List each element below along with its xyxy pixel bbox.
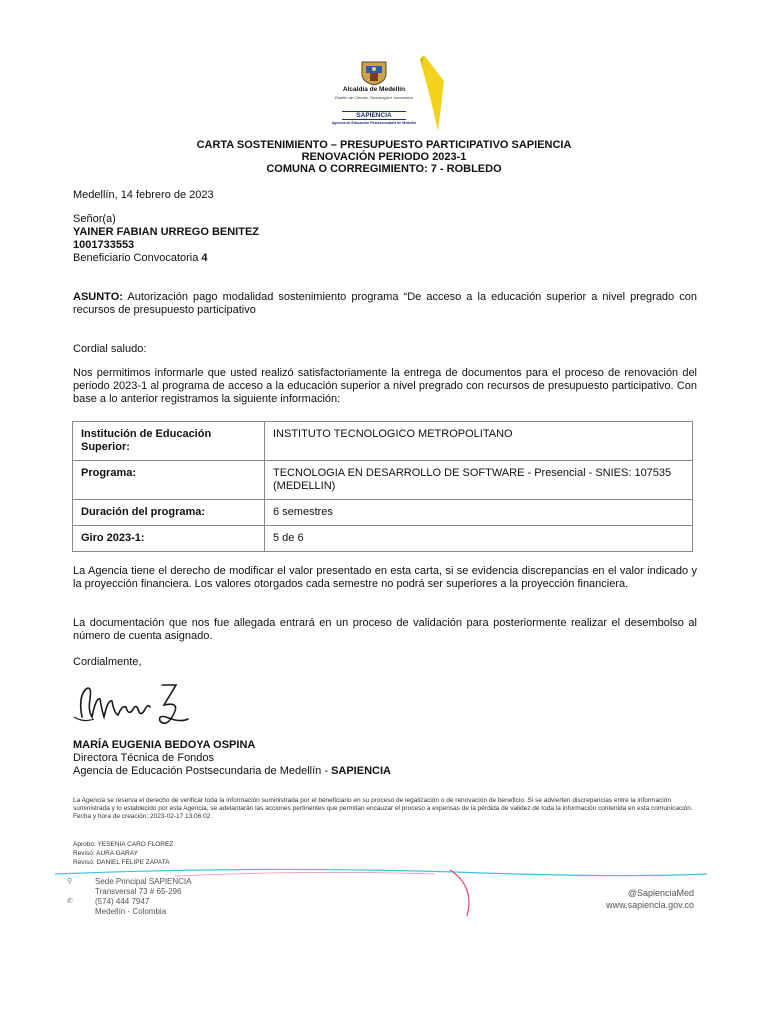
- recipient-salutation: Señor(a): [73, 213, 116, 225]
- footer-office: Sede Principal SAPIENCIA: [95, 877, 192, 886]
- approval-line: Revisó: DANIEL FELIPE ZAPATA: [73, 859, 170, 866]
- convocatoria-number: 4: [201, 252, 208, 264]
- table-value: 6 semestres: [265, 500, 693, 526]
- footer-contact: [598, 887, 694, 911]
- letter-title: [0, 139, 768, 175]
- footer-phone: (574) 444 7947: [95, 897, 150, 906]
- modification-paragraph: La Agencia tiene el derecho de modificar el valor presentado en esta carta, si se evidencia discrepancias en el valor indicado y la proyección financiera. Los valores otorgados cada semestre no podrá ser superiores a la proyección financiera.: [73, 565, 697, 590]
- signer-agency-text: Agencia de Educación Postsecundaria de Medellín -: [73, 765, 332, 777]
- footer-website-link[interactable]: www.sapiencia.gov.co: [606, 900, 694, 910]
- footer-city-row: [67, 907, 192, 917]
- footer-office-row: [67, 877, 192, 887]
- approvals-list: [73, 840, 173, 867]
- title-line-1: CARTA SOSTENIMIENTO – PRESUPUESTO PARTICIPATIVO SAPIENCIA: [196, 139, 572, 151]
- title-line-3: COMUNA O CORREGIMIENTO: 7 - ROBLEDO: [266, 163, 502, 175]
- table-value: TECNOLOGIA EN DESARROLLO DE SOFTWARE - Presencial - SNIES: 107535 (MEDELLIN): [265, 461, 693, 500]
- footer-address-row: [67, 887, 192, 897]
- table-row: [73, 461, 693, 500]
- intro-paragraph: Nos permitimos informarle que usted realizó satisfactoriamente la entrega de documentos para el proceso de renovación del periodo 2023-1 al programa de acceso a la educación superior a nivel pregrado con recursos de presupuesto participativo. Con base a lo anterior registramos la siguiente información:: [73, 367, 697, 405]
- closing: Cordialmente,: [73, 656, 142, 668]
- logo-sapiencia-text: SAPIENCIA: [342, 111, 406, 120]
- recipient-name: YAINER FABIAN URREGO BENITEZ: [73, 226, 260, 238]
- title-line-2: RENOVACIÓN PERIODO 2023-1: [301, 151, 467, 163]
- footer-social-handle[interactable]: @SapienciaMed: [627, 888, 694, 898]
- location-pin-icon: ⚲: [67, 878, 73, 885]
- legal-disclaimer: La Agencia se reserva el derecho de verificar toda la información suministrada por el beneficiario en su proceso de legalización o de renovación de beneficio. Si se advierten discrepancias entre la información suministrada y lo establecido por esta Agencia, se adelantarán las acciones pertinentes que permitan encauzar el proceso a expensas de la pérdida de validez de toda la información contenida en esta comunicación. Fecha y hora de creación:.2023-02-17 13:06:02.: [73, 797, 693, 820]
- footer-address: [67, 877, 192, 917]
- signer-agency: [73, 765, 697, 778]
- recipient-convocatoria: [73, 252, 697, 265]
- validation-paragraph: La documentación que nos fue allegada entrará en un proceso de validación para posteriormente realizar el desembolso al número de cuenta asignado.: [73, 617, 697, 642]
- signer-role: Directora Técnica de Fondos: [73, 752, 215, 764]
- footer-city: Medellín - Colombia: [95, 907, 167, 916]
- signer-agency-bold: SAPIENCIA: [331, 765, 391, 777]
- letter-date: Medellín, 14 febrero de 2023: [73, 189, 214, 201]
- table-label: Programa:: [73, 461, 265, 500]
- table-row: [73, 500, 693, 526]
- subject-label: ASUNTO:: [73, 291, 123, 303]
- footer-address-text: Transversal 73 # 65-296: [95, 887, 182, 896]
- approval-line: Revisó: AURA GARAY: [73, 850, 138, 857]
- signer-name: MARÍA EUGENIA BEDOYA OSPINA: [73, 739, 256, 751]
- table-value: INSTITUTO TECNOLOGICO METROPOLITANO: [265, 422, 693, 461]
- greeting: Cordial saludo:: [73, 343, 147, 355]
- table-row: [73, 422, 693, 461]
- beneficiary-info-table: [72, 421, 693, 552]
- recipient-id: 1001733553: [73, 239, 135, 251]
- table-row: [73, 526, 693, 552]
- brand-swoosh-decoration: [418, 55, 446, 133]
- approval-line: Aprobó: YESENIA CARO FLOREZ: [73, 841, 174, 848]
- table-value: 5 de 6: [265, 526, 693, 552]
- table-label: Institución de Educación Superior:: [73, 422, 265, 461]
- subject-text: Autorización pago modalidad sostenimiento programa “De acceso a la educación superior a nivel pregrado con recursos de presupuesto participativo: [73, 291, 697, 316]
- coat-of-arms-icon: [356, 60, 392, 86]
- subject-line: [73, 291, 697, 317]
- logo-alcaldia-text: Alcaldía de Medellín: [342, 86, 406, 93]
- handwritten-signature: [72, 677, 192, 733]
- convocatoria-prefix: Beneficiario Convocatoria: [73, 252, 202, 264]
- logo-tagline: Agencia de Educación Postsecundaria de Medellín: [331, 121, 417, 125]
- table-label: Giro 2023-1:: [73, 526, 265, 552]
- footer-phone-row: [67, 897, 192, 907]
- phone-icon: ✆: [67, 898, 73, 905]
- table-label: Duración del programa:: [73, 500, 265, 526]
- logo-subtitle: Distrito de Ciencia, Tecnología e Innovación: [335, 95, 413, 100]
